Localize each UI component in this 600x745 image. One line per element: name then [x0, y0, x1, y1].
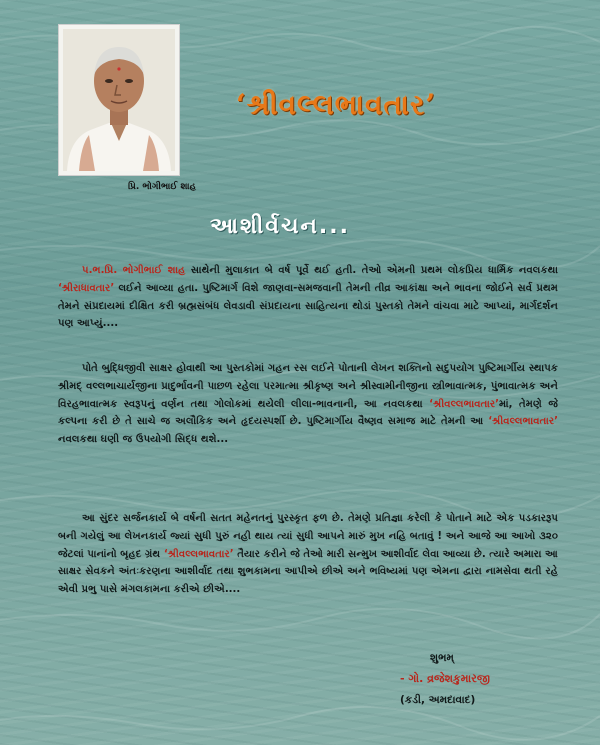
- signatory-place: (કડી, અમદાવાદ): [400, 694, 476, 706]
- paragraph-1: [58, 262, 558, 333]
- paragraph-2-text-a: પોતે બુદ્ધિજીવી સાક્ષર હોવાથી આ પુસ્તકોમાં ગહન રસ લઈને પોતાની લેખન શક્તિનો સદુપયોગ પુષ્ટિમાર્ગીય સ્થાપક શ્રીમદ્ વલ્લભાચાર્યજીના પ્રાદુર્ભાવની પાછળ રહેલા પરમાત્મા શ્રીકૃષ્ણ અને શ્રીસ્વામીનીજીના સ્ત્રીભાવાત્મક, પુંભાવાત્મક અને વિરહભાવાત્મક સ્વરૂપનું વર્ણન તથા ગોલોકમાં થયેલી લીલા-ભાવનાની, આ નવલકથા: [58, 363, 558, 410]
- portrait-image: [59, 25, 179, 175]
- paragraph-2-text-c: નવલકથા ઘણી જ ઉપયોગી સિદ્ધ થશે...: [58, 434, 229, 446]
- vallabhavatar-title-2: ‘શ્રીવલ્લભાવતાર’: [488, 416, 558, 428]
- vallabhavatar-title-3: ‘શ્રીવલ્લભાવતાર’: [163, 548, 234, 560]
- paragraph-1-text-a: સાથેની મુલાકાત બે વર્ષ પૂર્વે થઈ હતી. તેઓ એમની પ્રથમ લોકપ્રિય ધાર્મિક નવલકથા: [185, 265, 558, 276]
- book-title: ‘શ્રીવલ્લભાવતાર’: [236, 88, 437, 121]
- paragraph-3-text-b: તૈયાર કરીને જે તેઓ મારી સન્મુખ આશીર્વાદ લેવા આવ્યા છે. ત્યારે અમારા આ સાક્ષર સેવકને અંતઃકરણના આશીર્વાદ તથા શુભકામના આપીએ છીએ અને ભવિષ્યમાં પણ એમના દ્વારા નામસેવા થતી રહે એવી પ્રભુ પાસે મંગલકામના કરીએ છીએ....: [58, 548, 558, 596]
- paragraph-1-text-b: લઈને આવ્યા હતા. પુષ્ટિમાર્ગ વિશે જાણવા-સમજવાની તેમની તીવ્ર આકાંક્ષા અને ભાવના જોઈને સર્વ પ્રથમ તેમને સંપ્રદાયમાં દીક્ષિત કરી બ્રહ્મસંબંધ લેવડાવી સંપ્રદાયના સાહિત્યના થોડાં પુસ્તકો તેમને વાંચવા માટે આપ્યાં, માર્ગદર્શન પણ આપ્યું....: [58, 282, 558, 330]
- paragraph-3: [58, 510, 558, 599]
- author-name: પ.ભ.પ્રિ. ભોગીભાઈ શાહ: [82, 265, 186, 276]
- photo-caption: પ્રિ. ભોગીભાઈ શાહ: [127, 182, 196, 192]
- vallabhavatar-title-1: ‘શ્રીવલ્લભાવતાર’: [429, 398, 499, 410]
- author-photo: [58, 24, 180, 176]
- section-heading: આશીર્વચન...: [210, 214, 351, 239]
- paragraph-2: [58, 360, 558, 449]
- paragraph-2-text-b: માં, તેમણે જે કલ્પના કરી છે તે સાચે જ અલૌકિક અને હૃદયસ્પર્શી છે. પુષ્ટિમાર્ગીય વૈષ્ણવ સમાજ માટે તેમની આ: [58, 398, 558, 428]
- salutation: શુભમ્: [430, 652, 454, 664]
- paragraph-3-text-a: આ સુંદર સર્જનકાર્ય બે વર્ષની સતત મહેનતનું પુરસ્કૃત ફળ છે. તેમણે પ્રતિજ્ઞા કરેલી કે પોતાને માટે એક પડકારરૂપ બની ગયેલું આ લેખનકાર્ય જ્યાં સુધી પુરું નહી થાય ત્યાં સુધી આપને મારું મુખ નહિ બતાવું ! અને આજે આ આખો ૩૨૦ જેટલાં પાનાંનો બૃહદ ગ્રંથ: [58, 513, 558, 560]
- radhavatar-title: ‘શ્રીરાધાવતાર’: [58, 282, 115, 294]
- signatory-name: - ગો. વ્રજેશકુમારજી: [400, 672, 490, 685]
